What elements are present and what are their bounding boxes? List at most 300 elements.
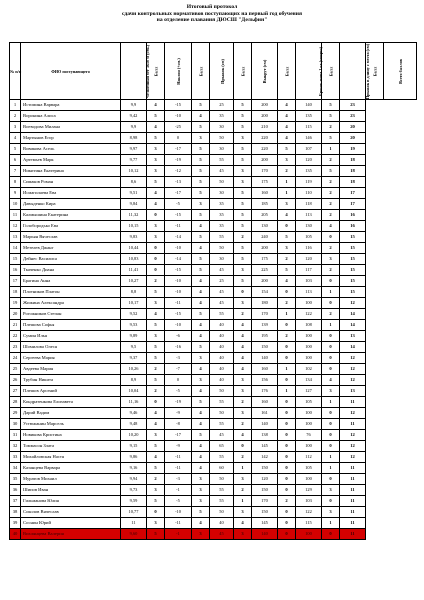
score-cell: 5 — [278, 232, 296, 243]
table-row — [10, 408, 417, 419]
score-cell: 3 — [234, 265, 252, 276]
score-cell: 3 — [147, 430, 165, 441]
score-cell: 2 — [147, 276, 165, 287]
result-cell: 9,83 — [121, 232, 147, 243]
result-cell: 40 — [210, 320, 234, 331]
result-cell: 35 — [210, 111, 234, 122]
result-cell: 45 — [210, 529, 234, 540]
result-cell: 40 — [210, 375, 234, 386]
total-score: 15 — [340, 254, 366, 265]
result-cell: 45 — [210, 287, 234, 298]
column-header-10 — [296, 43, 322, 100]
row-number: 2 — [10, 111, 21, 122]
score-cell: 4 — [322, 221, 340, 232]
table-row — [10, 232, 417, 243]
result-cell: 160 — [252, 188, 278, 199]
row-number: 4 — [10, 133, 21, 144]
result-cell: 140 — [252, 353, 278, 364]
column-header-7 — [234, 43, 252, 100]
score-cell: 3 — [147, 155, 165, 166]
result-cell: 110 — [296, 188, 322, 199]
score-cell: 0 — [278, 474, 296, 485]
result-cell: 160 — [252, 364, 278, 375]
result-cell: -13 — [165, 177, 192, 188]
result-cell: -19 — [165, 397, 192, 408]
score-cell: 2 — [278, 331, 296, 342]
result-cell: 140 — [252, 529, 278, 540]
result-cell: 100 — [296, 441, 322, 452]
table-row — [10, 210, 417, 221]
score-cell: 0 — [322, 331, 340, 342]
total-score: 12 — [340, 353, 366, 364]
total-score: 20 — [340, 122, 366, 133]
protocol-title — [0, 4, 424, 24]
result-cell: -5 — [165, 199, 192, 210]
table-row — [10, 386, 417, 397]
result-cell: 35 — [210, 199, 234, 210]
score-cell: 5 — [147, 496, 165, 507]
result-cell: 9,37 — [121, 353, 147, 364]
score-cell: 2 — [322, 210, 340, 221]
result-cell: -10 — [165, 507, 192, 518]
score-cell: 0 — [322, 364, 340, 375]
table-row — [10, 441, 417, 452]
score-cell: 1 — [322, 463, 340, 474]
result-cell: 45 — [210, 298, 234, 309]
result-cell: -10 — [165, 287, 192, 298]
score-cell: 0 — [278, 518, 296, 529]
score-cell: 0 — [322, 342, 340, 353]
row-number: 12 — [10, 221, 21, 232]
score-cell: 3 — [278, 243, 296, 254]
column-header-4 — [165, 43, 192, 100]
result-cell: 200 — [252, 276, 278, 287]
result-cell: 40 — [210, 353, 234, 364]
score-cell: 0 — [278, 353, 296, 364]
score-cell: 5 — [322, 100, 340, 111]
result-cell: 30 — [210, 254, 234, 265]
score-cell: 0 — [322, 353, 340, 364]
row-number: 11 — [10, 210, 21, 221]
applicant-name: Шипов Иван — [21, 485, 121, 496]
applicant-name: Жижина Александра — [21, 298, 121, 309]
score-cell: 3 — [234, 408, 252, 419]
row-number: 13 — [10, 232, 21, 243]
total-score: 17 — [340, 188, 366, 199]
score-cell: 5 — [147, 441, 165, 452]
score-cell: 0 — [322, 276, 340, 287]
result-cell: -17 — [165, 144, 192, 155]
result-cell: 122 — [296, 309, 322, 320]
result-cell: -10 — [165, 276, 192, 287]
score-cell: 2 — [147, 364, 165, 375]
score-cell: 0 — [278, 342, 296, 353]
score-cell: 5 — [147, 342, 165, 353]
result-cell: 10,26 — [121, 364, 147, 375]
score-cell: 4 — [192, 419, 210, 430]
result-cell: 10,77 — [121, 507, 147, 518]
result-cell: 9,46 — [121, 408, 147, 419]
result-cell: 150 — [252, 507, 278, 518]
result-cell: 100 — [296, 529, 322, 540]
applicant-name: Трубин Никита — [21, 375, 121, 386]
score-cell: 5 — [234, 243, 252, 254]
result-cell: 0 — [165, 375, 192, 386]
result-cell: 9,15 — [121, 441, 147, 452]
applicant-name: Марьян Вячеслав — [21, 232, 121, 243]
result-cell: -10 — [165, 111, 192, 122]
table-row — [10, 485, 417, 496]
result-cell: 50 — [210, 386, 234, 397]
score-cell: 0 — [322, 298, 340, 309]
total-score: 11 — [340, 496, 366, 507]
result-cell: 40 — [210, 342, 234, 353]
score-cell: 4 — [147, 122, 165, 133]
result-cell: 139 — [252, 320, 278, 331]
total-score: 12 — [340, 408, 366, 419]
result-cell: -10 — [165, 243, 192, 254]
total-score: 11 — [340, 419, 366, 430]
table-row — [10, 463, 417, 474]
applicant-name: Плотников Платон — [21, 287, 121, 298]
result-cell: 100 — [296, 353, 322, 364]
result-cell: 55 — [210, 496, 234, 507]
applicant-name: Кондратенкова Елизавета — [21, 397, 121, 408]
score-cell: 1 — [234, 463, 252, 474]
result-cell: 9,16 — [121, 463, 147, 474]
result-cell: 60 — [210, 463, 234, 474]
row-number: 10 — [10, 199, 21, 210]
score-cell: 5 — [192, 122, 210, 133]
row-number: 39 — [10, 518, 21, 529]
result-cell: 50 — [210, 177, 234, 188]
result-cell: 200 — [252, 100, 278, 111]
score-cell: 5 — [322, 133, 340, 144]
result-cell: 8,9 — [121, 375, 147, 386]
total-score: 11 — [340, 529, 366, 540]
score-cell: 3 — [192, 496, 210, 507]
table-row — [10, 133, 417, 144]
result-cell: -1 — [165, 529, 192, 540]
table-row — [10, 166, 417, 177]
score-cell: 4 — [192, 221, 210, 232]
score-cell: 0 — [322, 232, 340, 243]
score-cell: 3 — [192, 529, 210, 540]
result-cell: -1 — [165, 485, 192, 496]
score-cell: 5 — [147, 529, 165, 540]
score-cell: 2 — [322, 188, 340, 199]
result-cell: 135 — [296, 111, 322, 122]
score-cell: 3 — [234, 298, 252, 309]
score-cell: 1 — [278, 188, 296, 199]
result-cell: 9,77 — [121, 155, 147, 166]
result-cell: 146 — [296, 133, 322, 144]
row-number: 9 — [10, 188, 21, 199]
table-row — [10, 199, 417, 210]
result-cell: 150 — [252, 463, 278, 474]
score-cell: 0 — [278, 221, 296, 232]
score-cell: 4 — [234, 518, 252, 529]
result-cell: 30 — [210, 122, 234, 133]
table-row — [10, 100, 417, 111]
score-cell: 5 — [192, 100, 210, 111]
result-cell: 10,83 — [121, 254, 147, 265]
score-cell: 5 — [147, 375, 165, 386]
result-cell: 8,98 — [121, 133, 147, 144]
score-cell: 0 — [147, 254, 165, 265]
score-cell: 0 — [322, 496, 340, 507]
column-header-1 — [21, 43, 121, 100]
column-header-label: Балл — [327, 66, 333, 76]
score-cell: 5 — [192, 397, 210, 408]
result-cell: -12 — [165, 166, 192, 177]
column-header-label: Бросок мяча 1 кг (метры) — [317, 46, 323, 96]
score-cell: 3 — [147, 166, 165, 177]
applicant-name: Вихлянцева Валерия — [21, 529, 121, 540]
score-cell: 2 — [278, 166, 296, 177]
result-cell: 134 — [296, 375, 322, 386]
result-cell: 105 — [296, 397, 322, 408]
result-cell: 9,84 — [121, 199, 147, 210]
applicant-name: Истомина Варвара — [21, 100, 121, 111]
score-cell: 5 — [192, 155, 210, 166]
score-cell: 3 — [322, 507, 340, 518]
total-score: 14 — [340, 309, 366, 320]
result-cell: 9,51 — [121, 188, 147, 199]
result-cell: 240 — [252, 232, 278, 243]
score-cell: 5 — [192, 166, 210, 177]
result-cell: 9,42 — [121, 111, 147, 122]
score-cell: 5 — [192, 188, 210, 199]
title-line-3: на отделение плавания ДЮСШ "Дельфин" — [156, 17, 268, 24]
score-cell: 2 — [322, 309, 340, 320]
row-number: 24 — [10, 353, 21, 364]
score-cell: 4 — [234, 353, 252, 364]
result-cell: 205 — [252, 210, 278, 221]
applicant-name: Метелев Джанг — [21, 243, 121, 254]
score-cell: 0 — [278, 287, 296, 298]
result-cell: 116 — [296, 243, 322, 254]
result-cell: -14 — [165, 254, 192, 265]
total-score: 12 — [340, 430, 366, 441]
result-cell: 30 — [210, 144, 234, 155]
score-cell: 5 — [147, 463, 165, 474]
row-number: 1 — [10, 100, 21, 111]
score-cell: 5 — [234, 254, 252, 265]
table-row — [10, 331, 417, 342]
table-row — [10, 452, 417, 463]
result-cell: -11 — [165, 463, 192, 474]
result-cell: 10,12 — [121, 166, 147, 177]
result-cell: -3 — [165, 353, 192, 364]
total-score: 19 — [340, 144, 366, 155]
applicant-name: Вовикова Асель — [21, 144, 121, 155]
result-cell: 118 — [296, 199, 322, 210]
score-cell: 3 — [234, 177, 252, 188]
row-number: 31 — [10, 430, 21, 441]
total-score: 15 — [340, 265, 366, 276]
score-cell: 5 — [322, 166, 340, 177]
score-cell: 4 — [278, 111, 296, 122]
score-cell: 5 — [147, 133, 165, 144]
score-cell: 0 — [147, 243, 165, 254]
score-cell: 4 — [278, 210, 296, 221]
score-cell: 3 — [192, 485, 210, 496]
total-score: 13 — [340, 386, 366, 397]
result-cell: 55 — [210, 397, 234, 408]
result-cell: 9,94 — [121, 474, 147, 485]
result-cell: 65 — [210, 441, 234, 452]
result-cell: -10 — [165, 320, 192, 331]
result-cell: 55 — [210, 232, 234, 243]
row-number: 16 — [10, 265, 21, 276]
applicant-name: Новикова Кристина — [21, 430, 121, 441]
row-number: 27 — [10, 386, 21, 397]
result-cell: 55 — [210, 419, 234, 430]
score-cell: 3 — [322, 254, 340, 265]
result-cell: 40 — [210, 518, 234, 529]
score-cell: 5 — [192, 232, 210, 243]
column-header-14 — [384, 43, 417, 100]
column-header-label: ФИО поступающего — [51, 68, 90, 74]
applicant-name: Брагина Анна — [21, 276, 121, 287]
score-cell: 3 — [234, 474, 252, 485]
table-row — [10, 188, 417, 199]
score-cell: 5 — [278, 144, 296, 155]
score-cell: 5 — [147, 177, 165, 188]
applicant-name: Устюжанин Марсель — [21, 419, 121, 430]
result-cell: -25 — [165, 122, 192, 133]
score-cell: 3 — [147, 331, 165, 342]
row-number: 14 — [10, 243, 21, 254]
result-cell: 170 — [252, 496, 278, 507]
result-cell: 0 — [165, 133, 192, 144]
total-score: 15 — [340, 243, 366, 254]
column-header-label: Балл — [371, 66, 377, 76]
total-score: 16 — [340, 221, 366, 232]
score-cell: 3 — [147, 144, 165, 155]
row-number: 20 — [10, 309, 21, 320]
result-cell: 100 — [296, 342, 322, 353]
result-cell: 9,52 — [121, 309, 147, 320]
score-cell: 3 — [192, 133, 210, 144]
score-cell: 4 — [147, 100, 165, 111]
total-score: 15 — [340, 287, 366, 298]
result-cell: -9 — [165, 408, 192, 419]
result-cell: 25 — [210, 100, 234, 111]
column-header-label: Выкрут (см) — [261, 59, 267, 83]
score-cell: 3 — [192, 199, 210, 210]
result-cell: 55 — [210, 155, 234, 166]
result-cell: 11,16 — [121, 397, 147, 408]
result-cell: 35 — [210, 210, 234, 221]
applicant-name: Давыденко Кира — [21, 199, 121, 210]
result-cell: 45 — [210, 166, 234, 177]
score-cell: 4 — [192, 287, 210, 298]
result-cell: 9,60 — [121, 529, 147, 540]
result-cell: -6 — [165, 331, 192, 342]
score-cell: 4 — [322, 375, 340, 386]
table-body — [10, 100, 417, 540]
result-cell: 170 — [252, 166, 278, 177]
table-row — [10, 375, 417, 386]
result-cell: -3 — [165, 474, 192, 485]
result-cell: 220 — [252, 133, 278, 144]
applicant-name: Ткаченко Диана — [21, 265, 121, 276]
table-row — [10, 419, 417, 430]
result-cell: 45 — [210, 430, 234, 441]
score-cell: 3 — [234, 133, 252, 144]
result-cell: 112 — [296, 452, 322, 463]
total-score: 16 — [340, 210, 366, 221]
result-cell: 138 — [252, 430, 278, 441]
result-cell: 35 — [210, 221, 234, 232]
applicant-name: Томмасон Злата — [21, 441, 121, 452]
result-cell: -5 — [165, 386, 192, 397]
score-cell: 1 — [278, 386, 296, 397]
total-score: 12 — [340, 364, 366, 375]
total-score: 18 — [340, 177, 366, 188]
total-score: 11 — [340, 485, 366, 496]
result-cell: 40 — [210, 331, 234, 342]
total-score: 12 — [340, 452, 366, 463]
result-cell: -17 — [165, 430, 192, 441]
result-cell: 55 — [210, 485, 234, 496]
result-cell: 156 — [252, 375, 278, 386]
score-cell: 0 — [147, 210, 165, 221]
score-cell: 4 — [234, 342, 252, 353]
result-cell: -15 — [165, 210, 192, 221]
result-cell: 10,27 — [121, 276, 147, 287]
row-number: 28 — [10, 397, 21, 408]
total-score: 12 — [340, 375, 366, 386]
table-row — [10, 496, 417, 507]
score-cell: 2 — [322, 243, 340, 254]
applicant-name: Голобородько Ева — [21, 221, 121, 232]
result-cell: 161 — [252, 408, 278, 419]
column-header-label: Балл — [197, 66, 203, 76]
score-cell: 4 — [192, 452, 210, 463]
result-cell: 120 — [252, 474, 278, 485]
result-cell: 10,20 — [121, 430, 147, 441]
score-cell: 5 — [234, 111, 252, 122]
score-cell: 4 — [192, 243, 210, 254]
result-cell: 9,73 — [121, 485, 147, 496]
score-cell: 2 — [322, 155, 340, 166]
applicant-name: Рогожников Степан — [21, 309, 121, 320]
result-cell: 9,59 — [121, 496, 147, 507]
result-cell: -11 — [165, 518, 192, 529]
result-cell: 30 — [210, 188, 234, 199]
score-cell: 5 — [234, 199, 252, 210]
column-header-6 — [210, 43, 234, 100]
result-cell: -19 — [165, 155, 192, 166]
score-cell: 1 — [322, 287, 340, 298]
result-cell: 10,44 — [121, 243, 147, 254]
table-row — [10, 111, 417, 122]
table-row — [10, 507, 417, 518]
score-cell: 1 — [278, 309, 296, 320]
result-cell: 25 — [210, 276, 234, 287]
result-cell: -8 — [165, 419, 192, 430]
total-score: 20 — [340, 133, 366, 144]
score-cell: 2 — [322, 177, 340, 188]
score-cell: 4 — [234, 331, 252, 342]
table-row — [10, 254, 417, 265]
score-cell: 3 — [147, 221, 165, 232]
table-row — [10, 320, 417, 331]
score-cell: 2 — [278, 254, 296, 265]
